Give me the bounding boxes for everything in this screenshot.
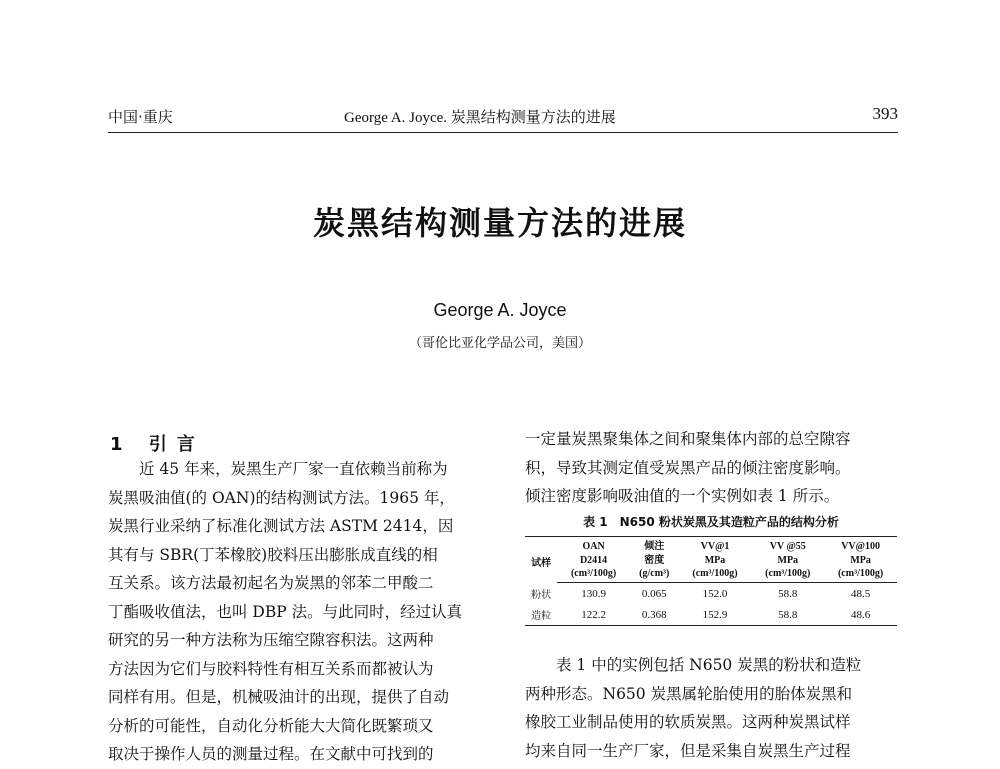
table-cell: 48.6 (824, 604, 897, 626)
table-header-vv100: VV@100 MPa (824, 537, 897, 569)
left-column-text (108, 455, 490, 769)
header-rule (108, 132, 898, 133)
paragraph-line: 表 1 中的实例包括 N650 炭黑的粉状和造粒 (556, 656, 862, 674)
paragraph-line: 倾注密度影响吸油值的一个实例如表 1 所示。 (525, 487, 840, 505)
table-cell-sample: 造粒 (525, 604, 557, 626)
author-affiliation: （哥伦比亚化学品公司，美国） (408, 336, 591, 351)
table-cell: 0.065 (641, 587, 667, 600)
section-number: 1 (110, 434, 133, 455)
table-cell: 58.8 (751, 604, 824, 626)
paragraph-line: 近 45 年来，炭黑生产厂家一直依赖当前称为 (139, 460, 448, 478)
table-cell: 130.9 (581, 587, 606, 600)
table-unit: (cm³/100g) (557, 568, 630, 583)
table-caption: 表 1 N650 粉状炭黑及其造粒产品的结构分析 (583, 515, 839, 529)
table-unit: (g/cm³) (630, 568, 679, 583)
table-cell: 152.0 (702, 587, 728, 600)
table-header-sample: 试样 (525, 537, 557, 583)
table-header-vv55: VV @55 MPa (751, 537, 824, 569)
running-header (108, 104, 898, 128)
table-row (525, 583, 897, 605)
right-column-text-top (525, 425, 897, 511)
paragraph-line: 积，导致其测定值受炭黑产品的倾注密度影响。 (525, 458, 851, 477)
table-cell: 0.368 (630, 604, 679, 626)
right-column-text-bottom (525, 651, 897, 765)
paragraph-line: 研究的另一种方法称为压缩空隙容积法。这两种 (108, 631, 434, 649)
table-row (525, 604, 897, 626)
section-heading (110, 430, 205, 456)
structure-analysis-table (525, 536, 897, 626)
header-title: George A. Joyce. 炭黑结构测量方法的进展 (344, 110, 616, 126)
table-header-pour-density: 倾注 密度 (630, 537, 679, 569)
table-unit: (cm³/100g) (679, 568, 752, 583)
table-unit: (cm³/100g) (751, 568, 824, 583)
paragraph-line: 互关系。该方法最初起名为炭黑的邻苯二甲酸二 (108, 574, 434, 592)
paragraph-line: 两种形态。N650 炭黑属轮胎使用的胎体炭黑和 (525, 684, 853, 703)
table-header-oan: OAN D2414 (557, 537, 630, 569)
paragraph-line: 炭黑行业采纳了标准化测试方法 ASTM 2414，因 (108, 517, 454, 535)
author-name: George A. Joyce (433, 300, 567, 320)
paragraph-line: 方法因为它们与胶料特性有相互关系而都被认为 (108, 659, 434, 678)
section-title: 引言 (148, 434, 205, 455)
page-number: 393 (872, 104, 898, 123)
paragraph-line: 丁酯吸收值法，也叫 DBP 法。与此同时，经过认真 (108, 602, 463, 621)
paragraph-line: 其有与 SBR(丁苯橡胶)胶料压出膨胀成直线的相 (108, 545, 438, 564)
table-unit: (cm³/100g) (824, 568, 897, 583)
article-title: 炭黑结构测量方法的进展 (312, 204, 687, 242)
paragraph-line: 一定量炭黑聚集体之间和聚集体内部的总空隙容 (525, 430, 851, 448)
header-location: 中国·重庆 (108, 108, 173, 126)
table-header-vv1: VV@1 MPa (679, 537, 752, 569)
table-cell: 152.9 (679, 604, 752, 626)
paragraph-line: 同样有用。但是，机械吸油计的出现，提供了自动 (108, 688, 450, 706)
paragraph-line: 炭黑吸油值(的 OAN)的结构测试方法。1965 年， (108, 488, 455, 507)
table-cell-sample: 粉状 (531, 589, 552, 601)
table-cell: 58.8 (778, 587, 798, 600)
paragraph-line: 橡胶工业制品使用的软质炭黑。这两种炭黑试样 (525, 713, 851, 731)
paragraph-line: 取决于操作人员的测量过程。在文献中可找到的 (108, 745, 434, 763)
paragraph-line: 分析的可能性，自动化分析能大大简化既繁琐又 (108, 716, 434, 735)
table-cell: 48.5 (850, 587, 871, 600)
paragraph-line: 均来自同一生产厂家，但是采集自炭黑生产过程 (525, 741, 851, 760)
table-cell: 122.2 (557, 604, 630, 626)
